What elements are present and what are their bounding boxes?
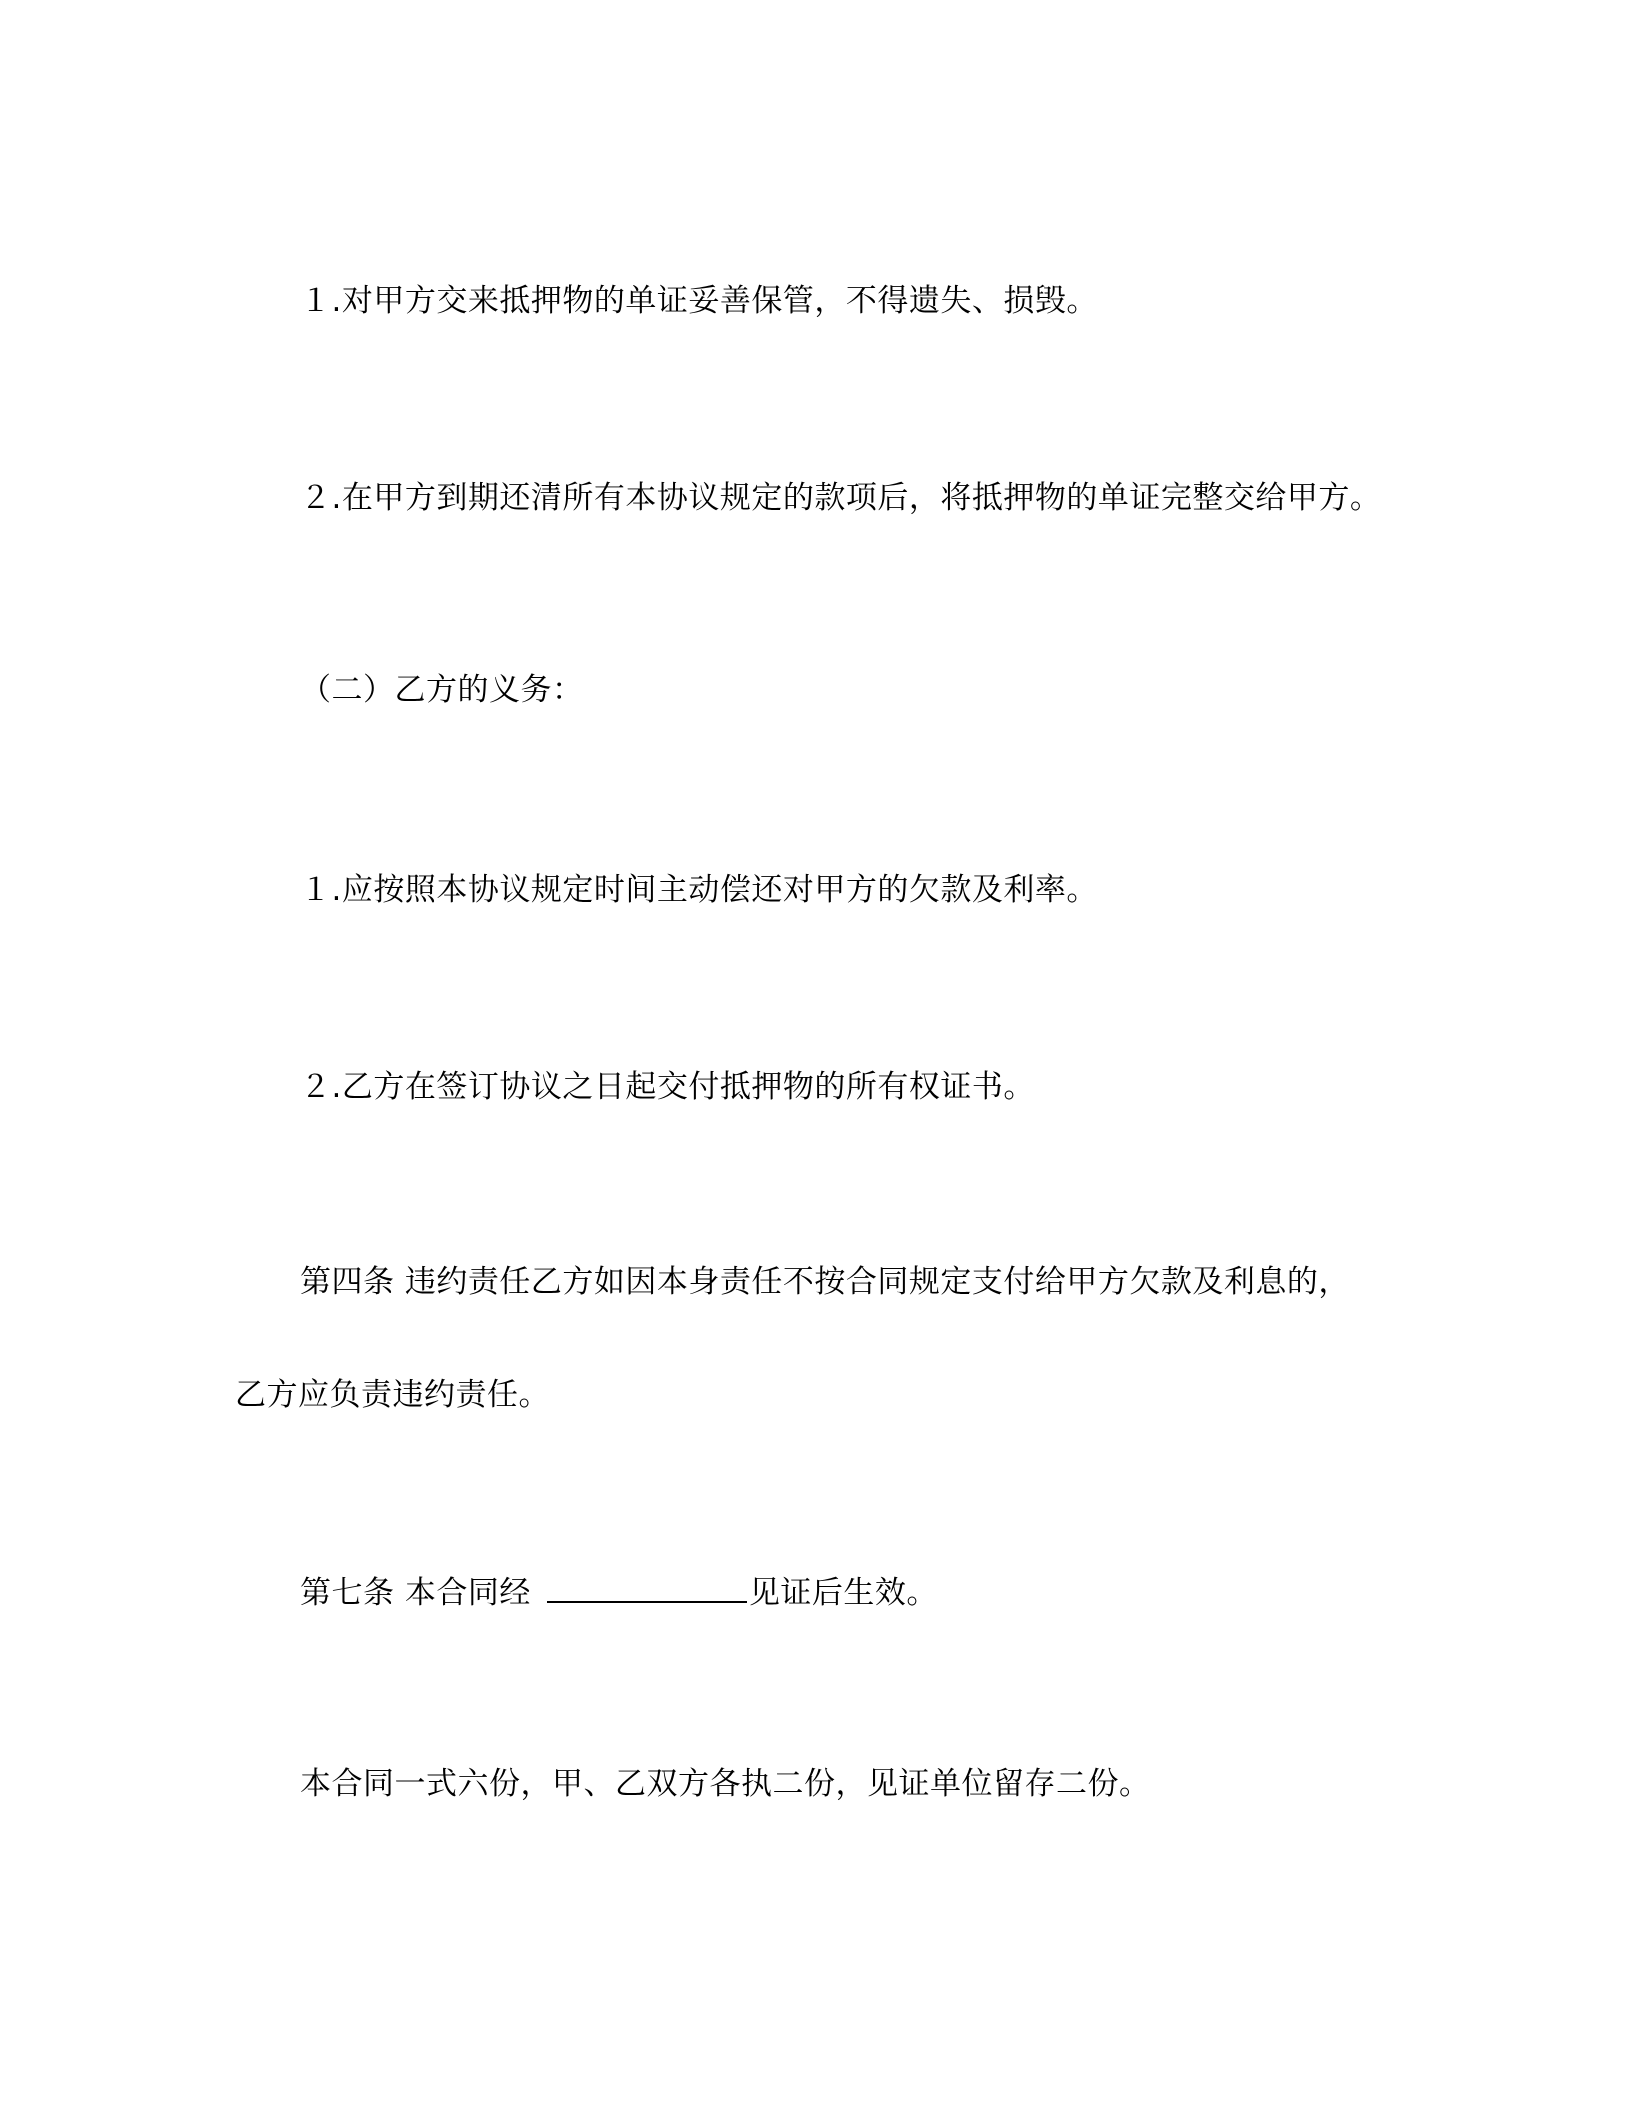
paragraph-repay-debt: １.应按照本协议规定时间主动偿还对甲方的欠款及利率。: [300, 872, 1098, 908]
section-heading-party-b-obligations: （二）乙方的义务：: [300, 672, 584, 708]
paragraph-return-documents: ２.在甲方到期还清所有本协议规定的款项后，将抵押物的单证完整交给甲方。: [300, 480, 1382, 516]
paragraph-deliver-certificate: ２.乙方在签订协议之日起交付抵押物的所有权证书。: [300, 1069, 1035, 1105]
witness-blank-field: [547, 1575, 747, 1603]
article-seven-suffix: 见证后生效。: [748, 1575, 938, 1611]
article-four-line-2: 乙方应负责违约责任。: [235, 1377, 550, 1413]
article-seven: [300, 1573, 938, 1613]
paragraph-copies: 本合同一式六份，甲、乙双方各执二份，见证单位留存二份。: [300, 1766, 1151, 1802]
article-four-line-1: 第四条 违约责任乙方如因本身责任不按合同规定支付给甲方欠款及利息的，: [300, 1264, 1350, 1300]
paragraph-custody-documents: １.对甲方交来抵押物的单证妥善保管，不得遗失、损毁。: [300, 283, 1098, 319]
article-seven-prefix: 第七条 本合同经: [300, 1575, 531, 1611]
